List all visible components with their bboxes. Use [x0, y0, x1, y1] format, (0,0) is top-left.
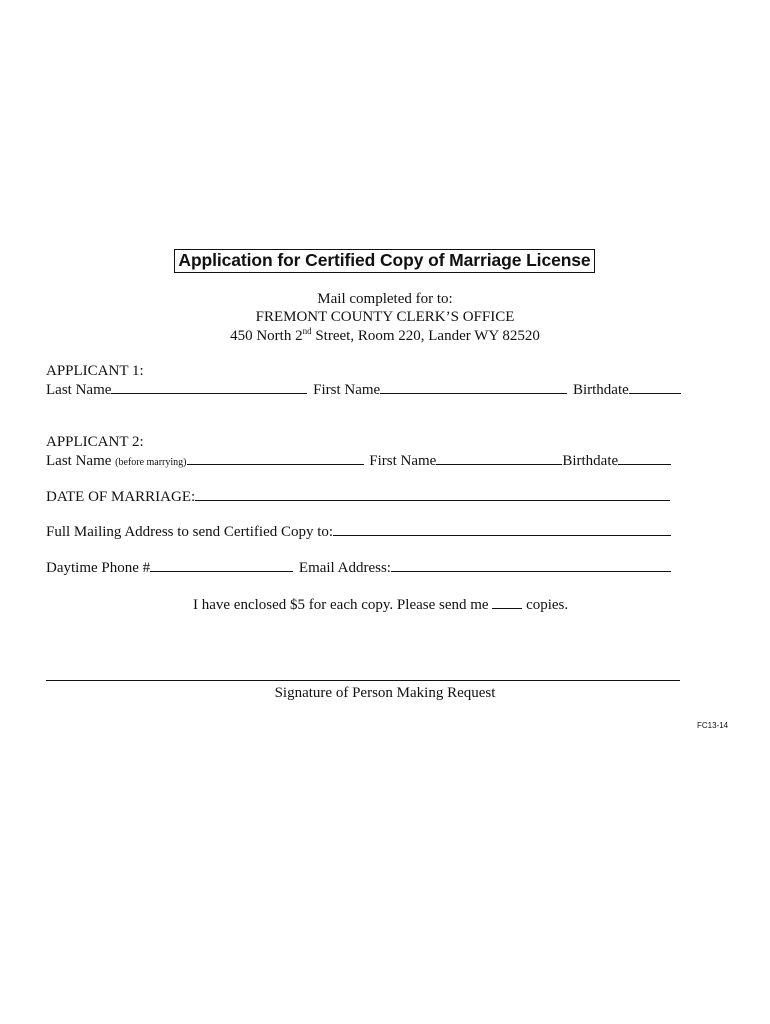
applicant1-birthdate-label: Birthdate	[572, 382, 629, 398]
marriage-date-field[interactable]	[195, 487, 670, 501]
address-prefix: 450 North 2	[230, 328, 303, 344]
address-suffix: Street, Room 220, Lander WY 82520	[311, 328, 540, 344]
applicant1-birthdate-field[interactable]	[629, 380, 681, 394]
form-title: Application for Certified Copy of Marriage License	[174, 249, 595, 273]
applicant1-last-name-field[interactable]	[111, 380, 307, 394]
applicant1-first-name-field[interactable]	[380, 380, 567, 394]
applicant2-heading: APPLICANT 2:	[46, 434, 144, 450]
applicant1-row	[46, 380, 681, 399]
copies-count-field[interactable]	[492, 595, 522, 609]
office-name: FREMONT COUNTY CLERK’S OFFICE	[255, 309, 515, 325]
applicant1-last-name-label: Last Name	[46, 382, 112, 398]
mailing-address-field[interactable]	[333, 522, 671, 536]
payment-row	[193, 595, 568, 614]
signature-label: Signature of Person Making Request	[274, 685, 496, 701]
email-field[interactable]	[391, 558, 671, 572]
applicant2-last-name-note: (before marrying)	[115, 457, 187, 468]
office-address	[0, 327, 770, 346]
phone-field[interactable]	[150, 558, 293, 572]
applicant2-first-name-field[interactable]	[436, 451, 562, 465]
form-code: FC13-14	[697, 721, 729, 730]
applicant2-first-name-label: First Name	[369, 453, 437, 469]
applicant2-birthdate-label: Birthdate	[562, 453, 619, 469]
mail-instruction: Mail completed for to:	[317, 291, 453, 307]
mailing-address-row	[46, 522, 671, 541]
applicant2-last-name-label: Last Name	[46, 453, 112, 469]
marriage-date-label: DATE OF MARRIAGE:	[46, 489, 196, 505]
applicant2-last-name-field[interactable]	[187, 451, 364, 465]
payment-text-after: copies.	[522, 597, 569, 613]
applicant2-row	[46, 451, 671, 472]
marriage-date-row	[46, 487, 670, 506]
payment-text-before: I have enclosed $5 for each copy. Please send me	[193, 597, 493, 613]
phone-label: Daytime Phone #	[46, 560, 151, 576]
applicant1-heading: APPLICANT 1:	[46, 363, 144, 379]
applicant2-birthdate-field[interactable]	[618, 451, 671, 465]
address-superscript: nd	[302, 326, 312, 336]
mailing-address-label: Full Mailing Address to send Certified Copy to:	[46, 524, 334, 540]
applicant1-first-name-label: First Name	[313, 382, 381, 398]
contact-row	[46, 558, 671, 577]
signature-line[interactable]	[46, 680, 680, 681]
email-label: Email Address:	[298, 560, 391, 576]
